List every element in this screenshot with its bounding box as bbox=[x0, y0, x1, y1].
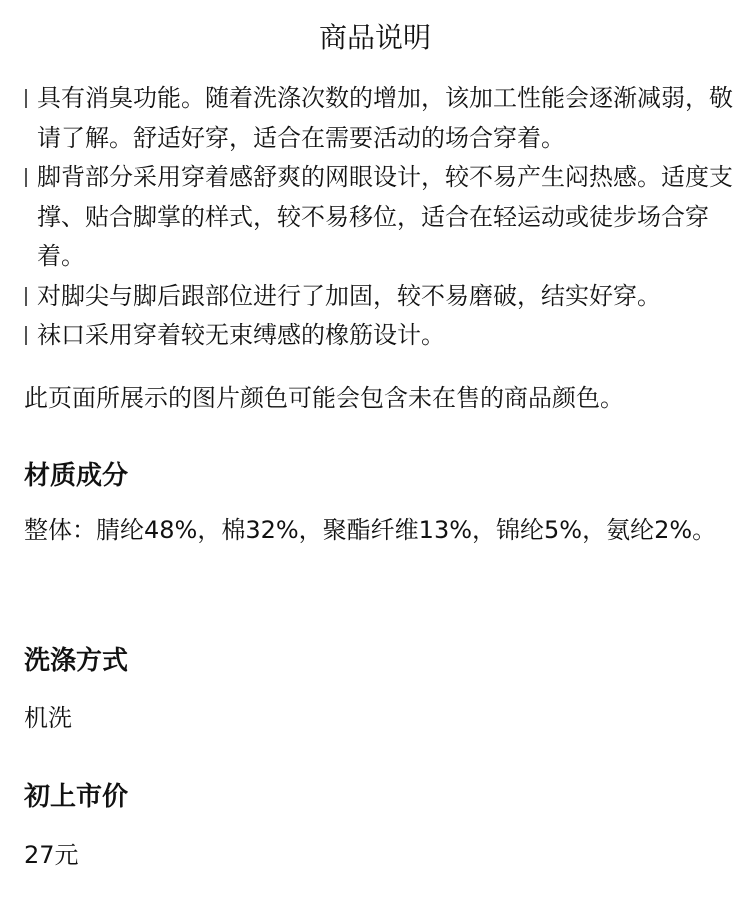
feature-item bbox=[24, 277, 734, 317]
bullet-marker bbox=[25, 287, 27, 306]
wash-heading: 洗涤方式 bbox=[24, 646, 129, 676]
bullet-marker bbox=[25, 326, 27, 345]
bullet-marker bbox=[25, 89, 27, 108]
feature-item bbox=[24, 158, 734, 277]
material-composition: 整体：腈纶48%，棉32%，聚酯纤维13%，锦纶5%，氨纶2%。 bbox=[24, 516, 717, 544]
color-disclaimer: 此页面所展示的图片颜色可能会包含未在售的商品颜色。 bbox=[24, 384, 624, 412]
price-heading: 初上市价 bbox=[24, 782, 129, 812]
feature-item bbox=[24, 79, 734, 158]
page-title: 商品说明 bbox=[318, 21, 431, 54]
launch-price: 27元 bbox=[24, 841, 79, 869]
material-heading: 材质成分 bbox=[24, 461, 129, 491]
feature-item bbox=[24, 316, 734, 356]
feature-text: 对脚尖与脚后跟部位进行了加固，较不易磨破，结实好穿。 bbox=[37, 281, 661, 310]
wash-method: 机洗 bbox=[24, 704, 72, 732]
feature-list bbox=[24, 79, 734, 356]
feature-text: 具有消臭功能。随着洗涤次数的增加，该加工性能会逐渐减弱，敬请了解。舒适好穿，适合在需要活动的场合穿着。 bbox=[37, 84, 733, 152]
feature-text: 袜口采用穿着较无束缚感的橡筋设计。 bbox=[37, 321, 445, 349]
feature-text: 脚背部分采用穿着感舒爽的网眼设计，较不易产生闷热感。适度支撑、贴合脚掌的样式，较不易移位，适合在轻运动或徒步场合穿着。 bbox=[37, 163, 733, 270]
bullet-marker bbox=[25, 168, 27, 187]
